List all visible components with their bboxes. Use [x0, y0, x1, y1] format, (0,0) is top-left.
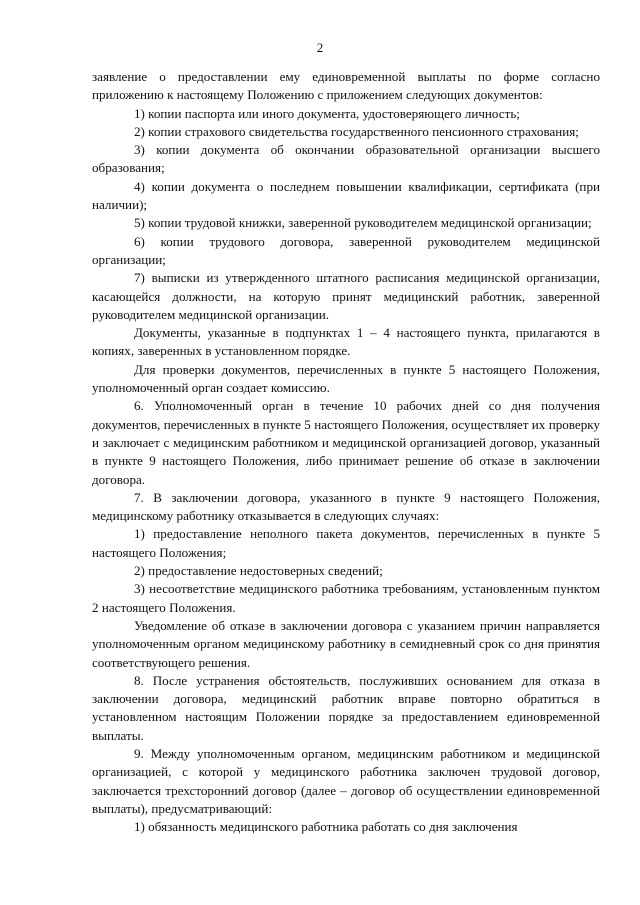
list-item-qualification: 4) копии документа о последнем повышении квалификации, сертификата (при наличии); — [92, 178, 600, 213]
list-item-education: 3) копии документа об окончании образовательной организации высшего образования; — [92, 142, 600, 176]
refusal-reason-mismatch: 3) несоответствие медицинского работника требованиям, установленным пунктом 2 настоящего Положения. — [92, 581, 600, 615]
list-item-workbook: 5) копии трудовой книжки, заверенной руководителем медицинской организации; — [134, 215, 592, 231]
paragraph-clause-8: 8. После устранения обстоятельств, послуживших основанием для отказа в заключении договора, медицинский работник вправе повторно обратиться в установленном настоящим Положении порядке за предоставлением единовременной выплаты. — [92, 672, 600, 743]
obligation-item-1: 1) обязанность медицинского работника работать со дня заключения — [134, 819, 518, 835]
refusal-reason-false-info: 2) предоставление недостоверных сведений; — [134, 563, 383, 579]
paragraph-clause-6: 6. Уполномоченный орган в течение 10 рабочих дней со дня получения документов, перечисленных в пункте 5 настоящего Положения, осуществляет их проверку и заключает с медицинским работником и медицинской организацией договор, указанный в пункте 9 настоящего Положения, либо принимает решение об отказе в заключении договора. — [92, 398, 600, 487]
page-number: 2 — [316, 40, 324, 55]
list-item-contract: 6) копии трудового договора, заверенной руководителем медицинской организации; — [92, 233, 600, 267]
list-item-staffing-extract: 7) выписки из утвержденного штатного расписания медицинской организации, касающейся должности, на которую принят медицинский работник, заверенной руководителем медицинской организации. — [92, 270, 600, 322]
paragraph-refusal-notice: Уведомление об отказе в заключении договора с указанием причин направляется уполномоченным органом медицинскому работнику в семидневный срок со дня принятия соответствующего решения. — [92, 617, 600, 670]
list-item-insurance: 2) копии страхового свидетельства государственного пенсионного страхования; — [134, 123, 579, 139]
paragraph-clause-7: 7. В заключении договора, указанного в пункте 9 настоящего Положения, медицинскому работнику отказывается в следующих случаях: — [92, 489, 600, 524]
paragraph-clause-9: 9. Между уполномоченным органом, медицинским работником и медицинской организацией, с которой у медицинского работника заключен трудовой договор, заключается трехсторонний договор (далее – договор об осуществлении единовременной выплаты), предусматривающий: — [92, 745, 600, 816]
refusal-reason-incomplete: 1) предоставление неполного пакета документов, перечисленных в пункте 5 настоящего Положения; — [92, 526, 600, 560]
paragraph-copies-note: Документы, указанные в подпунктах 1 – 4 настоящего пункта, прилагаются в копиях, заверенных в установленном порядке. — [92, 325, 600, 359]
list-item-passport: 1) копии паспорта или иного документа, удостоверяющего личность; — [134, 105, 520, 121]
paragraph-continuation: заявление о предоставлении ему единовременной выплаты по форме согласно приложению к настоящему Положению с приложением следующих документов: — [92, 69, 600, 103]
paragraph-commission: Для проверки документов, перечисленных в пункте 5 настоящего Положения, уполномоченный орган создает комиссию. — [92, 361, 600, 396]
